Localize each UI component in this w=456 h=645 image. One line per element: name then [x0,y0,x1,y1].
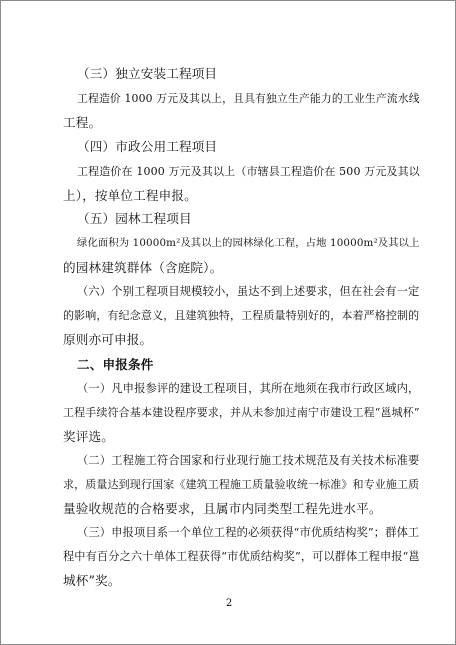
paragraph-line: 的影响，有纪念意义，且建筑独特，工程质量特别好的，本着严格控制的 [63,309,420,322]
paragraph-line: （二）工程施工符合国家和行业现行施工技术规范及有关技术标准要 [77,454,420,467]
paragraph-line: 工程手续符合基本建设程序要求，并从未参加过南宁市建设工程“邕城杯” [63,406,420,419]
paragraph-line: 量验收规范的合格要求，且属市内同类型工程先进水平。 [63,501,382,516]
paragraph-line: 工程造价在 1000 万元及其以上（市辖县工程造价在 500 万元及其以 [77,165,420,178]
paragraph-line: 程中有百分之六十单体工程获得“市优质结构奖”，可以群体工程申报“邕 [63,550,420,563]
paragraph-line: 绿化面积为 10000m²及其以上的园林绿化工程，占地 10000m²及其以上 [77,237,420,249]
paragraph-line: 原则亦可申报。 [63,332,153,347]
paragraph-line: 的园林建筑群体（含庭院）。 [63,260,223,275]
section-title-application-conditions: 二、申报条件 [77,357,154,372]
paragraph-line: 工程造价 1000 万元及其以上，且具有独立生产能力的工业生产流水线 [77,92,420,105]
paragraph-line: （六）个别工程项目规模较小，虽达不到上述要求，但在社会有一定 [77,285,420,298]
paragraph-line: 求，质量达到现行国家《建筑工程施工质量验收统一标准》和专业施工质 [63,478,420,491]
paragraph-line: 奖评选。 [63,429,114,444]
paragraph-line: 城杯”奖。 [63,573,121,588]
paragraph-line: 上），按单位工程申报。 [63,188,197,203]
paragraph-line: 工程。 [63,115,102,130]
paragraph-line: （三）申报项目系一个单位工程的必须获得“市优质结构奖”；群体工 [77,526,420,539]
paragraph-line: （一）凡申报参评的建设工程项目，其所在地须在我市行政区域内， [77,382,420,395]
page-number: 2 [225,598,233,609]
section-heading-4: （四）市政公用工程项目 [77,139,218,154]
section-heading-3: （三）独立安装工程项目 [77,66,218,81]
section-heading-5: （五）园林工程项目 [77,211,192,226]
